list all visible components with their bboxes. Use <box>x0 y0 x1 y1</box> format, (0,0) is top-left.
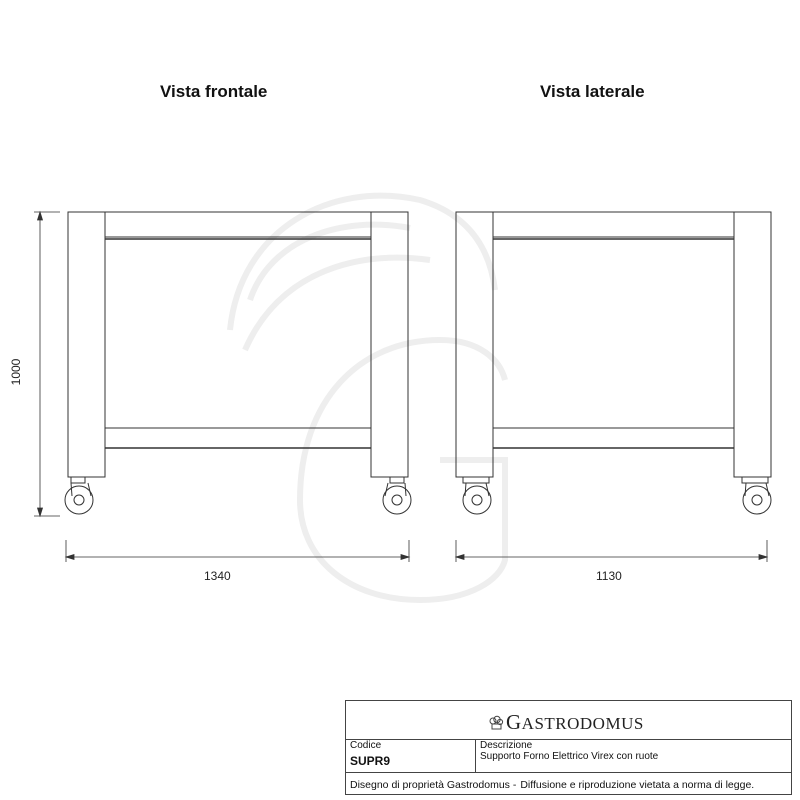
side-right-caster <box>742 477 771 514</box>
description-value: Supporto Forno Elettrico Virex con ruote <box>480 751 659 762</box>
company-name-rest: ASTRODOMUS <box>521 714 644 733</box>
front-right-caster <box>383 477 411 514</box>
title-block <box>345 700 792 795</box>
company-logo <box>488 710 644 735</box>
side-right-leg <box>734 212 771 477</box>
code-cell <box>346 739 476 773</box>
front-left-leg <box>68 212 105 477</box>
front-view-title: Vista frontale <box>160 82 268 101</box>
code-value: SUPR9 <box>350 754 391 768</box>
description-label: Descrizione <box>480 740 533 751</box>
ownership-notice <box>350 779 758 791</box>
restriction-text: Diffusione e riproduzione vietata a norma di legge. <box>520 779 755 791</box>
side-view-title: Vista laterale <box>540 82 645 101</box>
dimension-lines <box>34 212 767 562</box>
code-label: Codice <box>350 740 382 751</box>
watermark-logo <box>230 196 505 600</box>
side-bottom-shelf <box>493 428 734 448</box>
front-left-caster <box>65 477 93 514</box>
side-top-rail <box>493 212 734 237</box>
front-bottom-shelf <box>105 428 371 448</box>
chef-hat-icon <box>488 715 504 731</box>
front-top-rail <box>105 212 371 237</box>
front-width-dimension: 1340 <box>204 569 231 583</box>
logo-row <box>346 701 791 740</box>
description-cell <box>476 739 792 773</box>
ownership-text: Disegno di proprietà Gastrodomus - <box>350 779 517 791</box>
side-left-caster <box>463 477 491 514</box>
company-name: GASTRODOMUS <box>506 710 644 734</box>
side-width-dimension: 1130 <box>596 569 622 583</box>
height-dimension: 1000 <box>9 358 23 386</box>
